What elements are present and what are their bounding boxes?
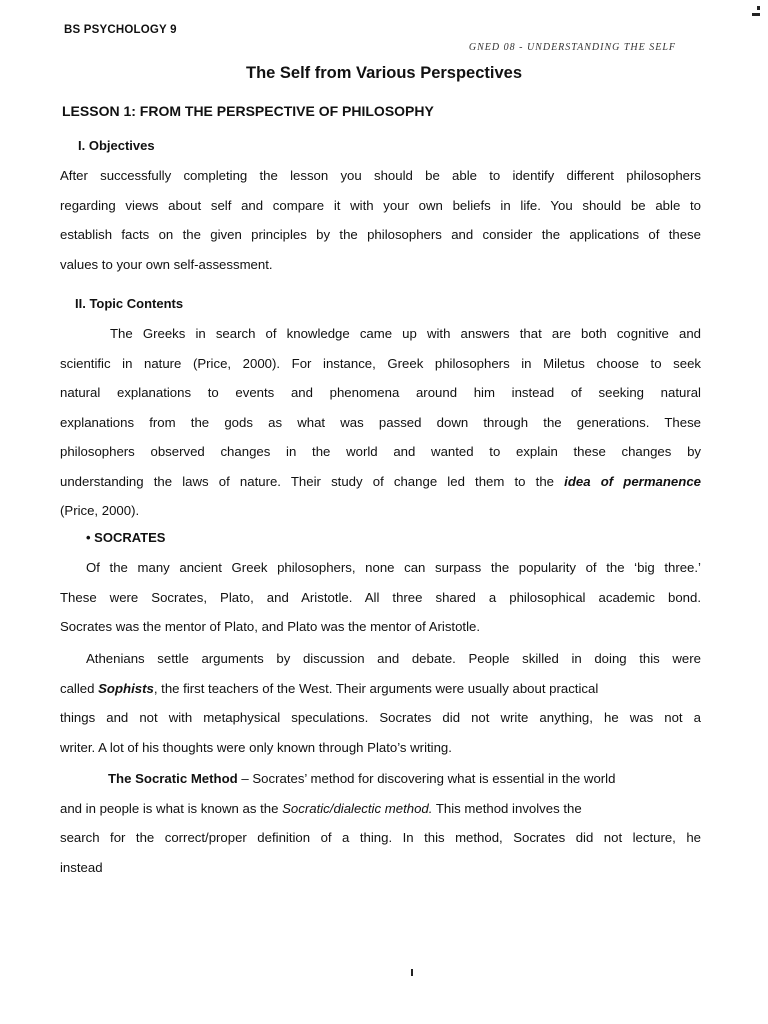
idea-of-permanence-term: idea of permanence	[564, 473, 701, 489]
socrates-line: writer. A lot of his thoughts were only known through Plato’s writing.	[60, 739, 452, 755]
objectives-line: regarding views about self and compare it with your own beliefs in life. You should be able to	[60, 197, 701, 213]
subject-header: GNED 08 - UNDERSTANDING THE SELF	[468, 42, 676, 53]
topic-line-text: understanding the laws of nature. Their study of change led them to the	[60, 473, 554, 489]
sophists-pre: called	[60, 680, 95, 696]
socrates-heading: • SOCRATES	[86, 530, 166, 545]
socratic-line-1	[60, 764, 701, 794]
topic-heading: II. Topic Contents	[75, 296, 184, 311]
objectives-line: values to your own self-assessment.	[60, 256, 273, 272]
topic-line: The Greeks in search of knowledge came up with answers that are both cognitive and	[110, 326, 701, 341]
page-title: The Self from Various Perspectives	[245, 64, 523, 82]
socrates-line: Of the many ancient Greek philosophers, none can surpass the popularity of the ‘big three.’	[86, 560, 701, 575]
lesson-heading: LESSON 1: FROM THE PERSPECTIVE OF PHILOSOPHY	[62, 103, 434, 119]
socrates-line: things and not with metaphysical speculations. Socrates did not write anything, he was not a	[60, 710, 701, 725]
socratic-line-2-pre: and in people is what is known as the	[60, 800, 279, 816]
socratic-method-term: The Socratic Method	[108, 771, 238, 786]
socratic-line: search for the correct/proper definition of a thing. In this method, Socrates did not lecture, he	[60, 830, 701, 845]
dialectic-method-term: Socratic/dialectic method.	[282, 800, 433, 816]
objectives-heading: I. Objectives	[78, 138, 155, 153]
objectives-paragraph	[60, 161, 701, 279]
sophists-term: Sophists	[98, 680, 154, 696]
socratic-line-2-post: This method involves the	[432, 800, 582, 816]
objectives-line: establish facts on the given principles by the philosophers and consider the applications of these	[60, 227, 701, 242]
scan-speck	[411, 969, 413, 976]
objectives-line: After successfully completing the lesson you should be able to identify different philosophers	[60, 168, 701, 183]
scan-speck	[757, 6, 760, 10]
course-label: BS PSYCHOLOGY 9	[64, 24, 177, 36]
socratic-line: instead	[60, 859, 103, 875]
socrates-line-sophists	[60, 674, 701, 704]
scan-speck	[752, 13, 760, 16]
topic-line: (Price, 2000).	[60, 503, 140, 518]
sophists-post: , the first teachers of the West. Their arguments were usually about practical	[153, 680, 599, 696]
socratic-line-1-text: – Socrates’ method for discovering what is essential in the world	[237, 771, 616, 786]
topic-line-emphasis	[60, 467, 701, 497]
socratic-method-paragraph	[60, 764, 701, 882]
topic-line: philosophers observed changes in the world and wanted to explain these changes by	[60, 444, 701, 459]
socrates-line: Socrates was the mentor of Plato, and Plato was the mentor of Aristotle.	[60, 619, 481, 634]
socrates-line: Athenians settle arguments by discussion and debate. People skilled in doing this were	[86, 651, 701, 666]
socrates-paragraph-2	[60, 644, 701, 762]
topic-line: scientific in nature (Price, 2000). For instance, Greek philosophers in Miletus choose to seek	[60, 355, 701, 371]
socratic-line-2	[60, 794, 701, 824]
socrates-paragraph-1	[60, 553, 701, 642]
topic-line: natural explanations to events and phenomena around him instead of seeking natural	[60, 385, 701, 400]
topic-line: explanations from the gods as what was passed down through the generations. These	[60, 414, 701, 430]
topic-paragraph	[60, 319, 701, 526]
socrates-line: These were Socrates, Plato, and Aristotle. All three shared a philosophical academic bond.	[60, 589, 701, 605]
